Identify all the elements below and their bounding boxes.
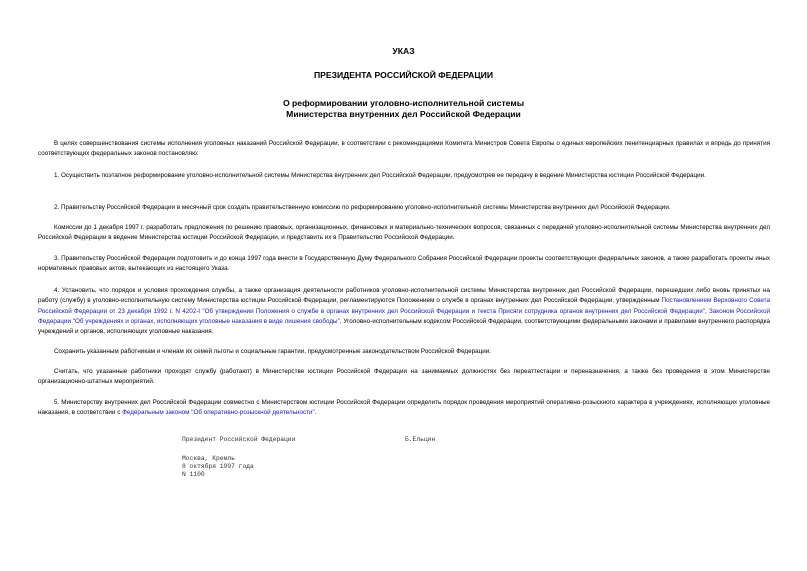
signature-number: N 1100: [182, 471, 205, 478]
paragraph-4: [38, 286, 770, 337]
paragraph-1: 1. Осуществить поэтапное реформирование уголовно-исполнительной системы Министерства внутренних дел Российской Федерации, предусмотрев ее передачу в ведение Министерства юстиции Российской Федерации.: [54, 172, 706, 179]
paragraph-5: [38, 398, 770, 419]
link-operational-search-law[interactable]: Федеральным законом "Об оперативно-розыскной деятельности": [122, 409, 315, 417]
signature-date: 8 октября 1997 года: [182, 463, 254, 470]
link-law-on-institutions[interactable]: Законом Российской Федерации "Об учреждениях и органах, исполняющих уголовные наказания в виде лишения свободы": [38, 307, 770, 325]
intro-paragraph: В целях совершенствования системы исполнения уголовных наказаний Российской Федерации, в соответствии с рекомендациями Комитета Министров Совета Европы о единых европейских пенитенциарных правилах и впредь до принятия соответствующих федеральных законов постановляю:: [38, 140, 770, 158]
doc-issuer: ПРЕЗИДЕНТА РОССИЙСКОЙ ФЕДЕРАЦИИ: [313, 70, 494, 80]
paragraph-4-text-c: , Уголовно-исполнительным кодексом Российской Федерации, соответствующими федеральными законами и правилами внутреннего распорядка учреждений и органов, исполняющих уголовные наказания.: [38, 317, 770, 336]
paragraph-3: 3. Правительству Российской Федерации подготовить и до конца 1997 года внести в Государственную Думу Федерального Собрания Российской Федерации проекты соответствующих федеральных законов, а также разработать проекты иных нормативных правовых актов, вытекающих из настоящего Указа.: [38, 255, 770, 273]
signature-place: Москва, Кремль: [182, 455, 235, 462]
paragraph-5-text-b: .: [314, 409, 317, 417]
doc-subject-line-1: О реформировании уголовно-исполнительной системы: [282, 98, 525, 108]
paragraph-2: 2. Правительству Российской Федерации в месячный срок создать правительственную комиссию по реформированию уголовно-исполнительной системы Министерства внутренних дел Российской Федерации.: [54, 204, 671, 211]
signature-position: Президент Российской Федерации: [182, 436, 296, 443]
link-supreme-council-resolution[interactable]: Постановлением Верховного Совета Российской Федерации от 23 декабря 1992 г. N 4202-I "Об утверждении Положения о службе в органах внутренних дел Российской Федерации и текста Присяги сотрудника органов внутренних дел Российской Федерации": [38, 297, 770, 315]
paragraph-4-text-a: 4. Установить, что порядок и условия прохождения службы, а также организация деятельности работников уголовно-исполнительной системы Министерства внутренних дел Российской Федерации, перешедших либо вновь принятых на работу (службу) в уголовно-исполнительную систему Министерства юстиции Российской Федерации, регламентируются Положением о службе в органах внутренних дел Российской Федерации, утвержденным: [38, 287, 770, 305]
paragraph-4-service: Считать, что указанные работники проходят службу (работают) в Министерстве юстиции Российской Федерации на занимаемых должностях без переаттестации и переназначения, а также без проведения в этом Министерстве организационно-штатных мероприятий.: [38, 368, 770, 386]
signature-name: Б.Ельцин: [405, 436, 436, 443]
paragraph-4-guarantees: Сохранить указанным работникам и членам их семей льготы и социальные гарантии, предусмотренные законодательством Российской Федерации.: [54, 348, 492, 355]
paragraph-2-commission: Комиссии до 1 декабря 1997 г. разработать предложения по решению правовых, организационных, финансовых и материально-технических вопросов, связанных с передачей уголовно-исполнительной системы Министерства внутренних дел Российской Федерации в ведение Министерства юстиции Российской Федерации, и представить их в Правительство Российской Федерации.: [38, 224, 770, 242]
paragraph-5-text-a: 5. Министерству внутренних дел Российской Федерации совместно с Министерством юстиции Российской Федерации определить порядок проведения мероприятий оперативно-розыскного характера в учреждениях, исполняющих уголовные наказания, в соответствии с: [38, 399, 770, 417]
doc-subject-line-2: Министерства внутренних дел Российской Федерации: [286, 109, 521, 119]
paragraph-4-text-b: ,: [704, 307, 709, 315]
doc-title: УКАЗ: [392, 46, 415, 56]
